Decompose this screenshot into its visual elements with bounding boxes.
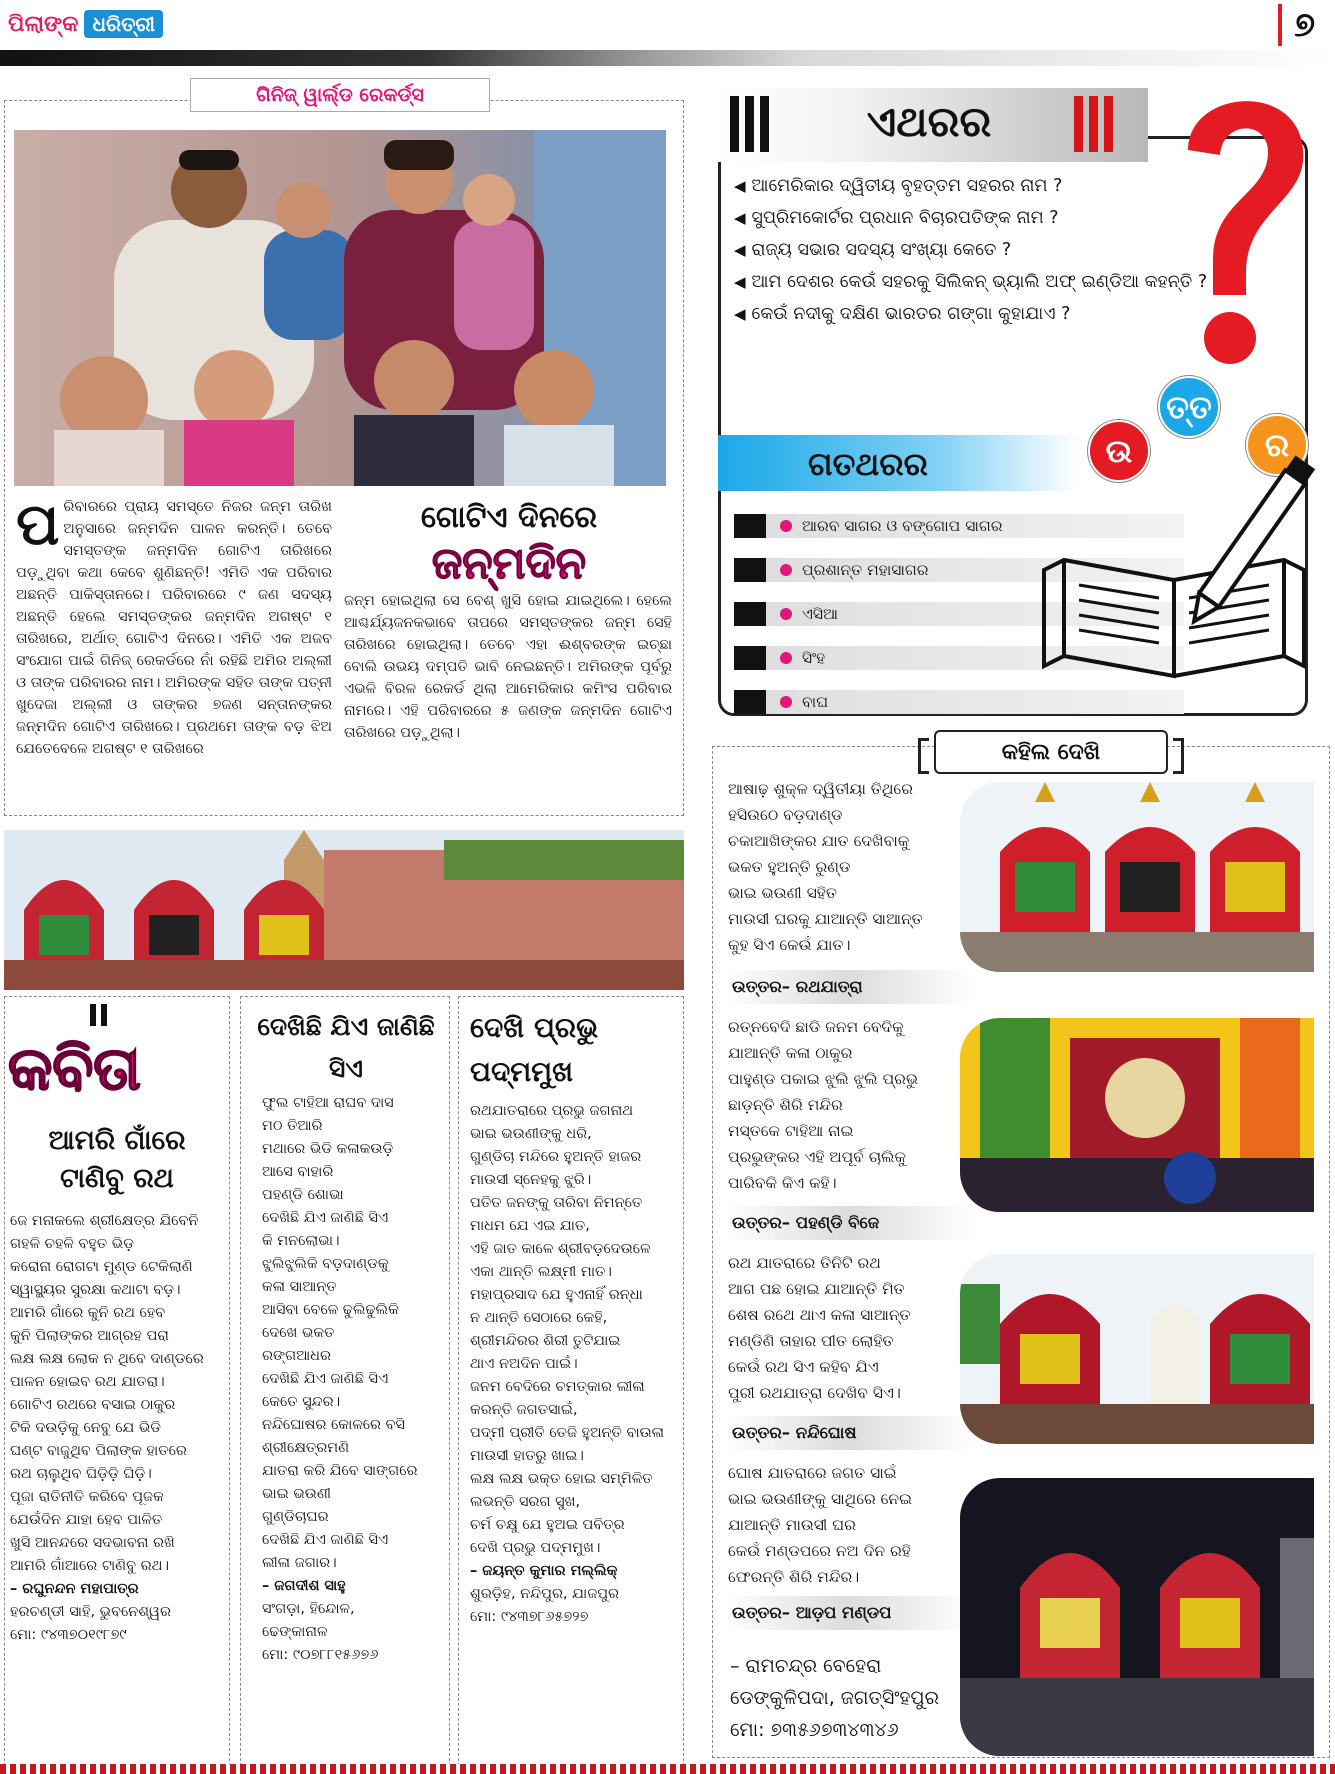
book-pencil-icon (1034, 450, 1324, 686)
logo-word-2: ଧରିତ୍ରୀ (84, 10, 162, 38)
riddles-section-tag: କହିଲ ଦେଖି (934, 730, 1168, 774)
riddle-photo-adapa-mandapa (960, 1478, 1314, 1756)
riddle-text: ରତ୍ନବେଦି ଛାଡି ଜନମ ବେଦିକୁ ଯାଆନ୍ତି କଳା ଠାକୁର ପାହୁଣ୍ଡ ପକାଇ ଝୁଲି ଝୁଲି ପ୍ରଭୁ ଛାଡ଼ନ୍ତି ଶିରି ମନ୍ଦିର ମସ୍ତକେ ଟାହିଆ ନାଇ ପ୍ରଭୁଙ୍କର ଏହି ଅପୂର୍ବ ଚାଲିକୁ ପାରିବକି କିଏ କହି। (728, 1018, 919, 1192)
quiz-question: ◀ ଆମ ଦେଶର କେଉଁ ସହରକୁ ସିଲିକନ୍ ଭ୍ୟାଲି ଅଫ୍ ଇଣ୍ଡିଆ କହନ୍ତି ? (734, 266, 1234, 298)
bullet-arrow-icon: ◀ (734, 241, 746, 259)
question-mark-icon (1168, 80, 1318, 410)
riddle-answer: ଉତ୍ତର– ରଥଯାତ୍ରା (724, 970, 974, 1004)
riddle-text: ଘୋଷ ଯାତରାରେ ଜଗତ ସାଇଁ ଭାଇ ଭଉଣୀଙ୍କୁ ସାଥିରେ ନେଇ ଯାଆନ୍ତି ମାଉସୀ ଘର କେଉଁ ମଣ୍ଡପରେ ନଅ ଦିନ ରହି ଫେରନ୍ତି ଶିରି ମନ୍ଦିର। (728, 1464, 912, 1586)
bullet-dot-icon (780, 608, 792, 620)
bullet-arrow-icon: ◀ (734, 209, 746, 227)
riddle-text: ଆଷାଢ଼ ଶୁକ୍ଳ ଦ୍ୱିତୀୟା ତିଥିରେ ହସିଉଠେ ବଡ଼ଦାଣ୍ଡ ଚକାଆଖିଙ୍କର ଯାତ ଦେଖିବାକୁ ଭକତ ହୁଅନ୍ତି ରୁଣ୍ଡ ଭାଇ ଭଉଣୀ ସହିତ ମାଉସୀ ଘରକୁ ଯାଆନ୍ତି ସାଆନ୍ତ କୁହ ସିଏ କେଉଁ ଯାତ। (728, 780, 923, 954)
prev-answer-row: ଏସିଆ (734, 602, 1184, 626)
quiz-questions (734, 170, 1208, 330)
poem-1-title: ଆମରି ଗାଁରେ ଟାଣିବୁ ରଥ (48, 1125, 186, 1194)
guinness-section-tag: ଗିନିଜ୍ ୱାର୍ଲ୍ଡ ରେକର୍ଡ୍ସ (190, 78, 490, 112)
prev-answers-title: ଗତଥରର (808, 445, 928, 483)
riddle-photo-pahandi (960, 1018, 1314, 1212)
riddle-answer: ଉତ୍ତର– ନନ୍ଦିଘୋଷ (724, 1416, 974, 1450)
poem-3-title: ଦେଖି ପ୍ରଭୁ ପଦ୍ମମୁଖ (470, 1011, 599, 1088)
headline-pink: ଜନ୍ମଦିନ (431, 538, 587, 589)
footer-rule (0, 1764, 1335, 1774)
riddles-credit: – ରାମଚନ୍ଦ୍ର ବେହେରା ଡେଙ୍କୁଳିପଦା, ଜଗତ୍‌ସିଂହପୁର ମୋ: ୭୩୫୬୭୩୪୩୪୬ (730, 1655, 940, 1741)
headline-black: ଗୋଟିଏ ଦିନରେ (420, 500, 598, 535)
poem-2-title: ଦେଖିଛି ଯିଏ ଜାଣିଛି ସିଏ (257, 1012, 435, 1083)
prev-answer-row: ସିଂହ (734, 646, 1184, 670)
quiz-section (718, 80, 1330, 720)
page-number: ୭ (1278, 4, 1315, 46)
quiz-question: ◀ ଆମେରିକାର ଦ୍ୱିତୀୟ ବୃହତ୍ତମ ସହରର ନାମ ? (734, 170, 1164, 202)
header-rule (0, 50, 1335, 66)
answer-letter-badge: ର (1246, 414, 1308, 476)
poem-2-body: ଫୁଲ ଟାହିଆ ରାଘବ ଦାସ ମଠ ତିଆରି ମଥାରେ ଭିଡି କଳାକଉଡ଼ି ଆସେ ବାହାରି ପହଣ୍ଡି ଶୋଭା ଦେଖିଛି ଯିଏ ଜାଣିଛି ସିଏ କି ମନଲୋଭା। ଝୁଲିଝୁଲିକି ବଡ଼ଦାଣ୍ଡକୁ କଳା ସାଆନ୍ତ ଆସିବା ବେଳେ ଢୁଲିଢୁଲିକି ଦେଖେ ଭକତ ରଙ୍ଗଆଧର ଦେଖିଛି ଯିଏ ଜାଣିଛି ସିଏ କେତେ ସୁନ୍ଦର। ନନ୍ଦିଘୋଷର କୋଳରେ ବସି ଶ୍ରୀକ୍ଷେତ୍ରମଣି ଯାତରା କରି ଯିବେ ସାଙ୍ଗରେ ଭାଇ ଭଉଣୀ ଗୁଣ୍ଡିଚାଘର ଦେଖିଛି ଯିଏ ଜାଣିଛି ସିଏ ଲୀଳା ଜଗାର। – ଜଗଦୀଶ ସାହୁ ସଂଗଡ଼ା, ହିନ୍ଦୋଳ, ଢେଙ୍କାନାଳ ମୋ: ୯୦୭୮୮୧୫୬୭୬ (262, 1095, 418, 1663)
riddle-answer: ଉତ୍ତର– ଆଡ଼ପ ମଣ୍ଡପ (724, 1596, 974, 1630)
riddle-text: ରଥ ଯାତରାରେ ତିନିଟି ରଥ ଆଗ ପଛ ହୋଇ ଯାଆନ୍ତି ମିତ ଶେଷ ରଥେ ଥାଏ କଳା ସାଆନ୍ତ ମଣ୍ଡିଣି ତାହାର ପୀତ ଲୋହିତ କେଉଁ ରଥ ସିଏ କହିବ ଯିଏ ପୁରୀ ରଥଯାତ୍ରା ଦେଖିବ ସିଏ। (728, 1254, 911, 1402)
quiz-question: ◀ ରାଜ୍ୟ ସଭାର ସଦସ୍ୟ ସଂଖ୍ୟା କେତେ ? (734, 234, 1164, 266)
rath-yatra-photo (4, 830, 684, 990)
riddle-photo-nandighosa (960, 1254, 1314, 1444)
guinness-article-col-2: ଜନ୍ମ ହୋଇଥିଲା ସେ ବେଶ୍ ଖୁସି ହୋଇ ଯାଇଥିଲେ। ହେଲେ ଆଶ୍ଚର୍ଯ୍ୟଜନକଭାବେ ତାପରେ ସମସ୍ତଙ୍କର ଜନ୍ମ ସେହି ତାରିଖରେ ହୋଇଥିଲା। ତେବେ ଏହା ଈଶ୍ବରଙ୍କ ଇଚ୍ଛା ବୋଲି ଉଭୟ ଦମ୍ପତି ଭାବି ନେଇଛନ୍ତି। ଅମିରଙ୍କ ପୂର୍ବରୁ ଏଭଳି ବିରଳ ରେକର୍ଡ ଥିଲା ଆମେରିକାର କମିଂସ ପରିବାର ନାମରେ। ଏହି ପରିବାରରେ ୫ ଜଣଙ୍କ ଜନ୍ମଦିନ ଗୋଟିଏ ତାରିଖରେ ପଡ଼ୁଥିଲା। (344, 593, 672, 741)
kabita-bars (90, 1004, 107, 1026)
article-dropcap: ପ (16, 490, 60, 558)
answer-letter-badge: ଉ (1088, 420, 1150, 482)
bullet-dot-icon (780, 520, 792, 532)
article-text-1: ରିବାରରେ ପ୍ରାୟ ସମସ୍ତେ ନିଜର ଜନ୍ମ ତାରିଖ ଅନୁସାରେ ଜନ୍ମଦିନ ପାଳନ କରନ୍ତି। ତେବେ ସମସ୍ତଙ୍କ ଜନ୍ମଦିନ ଗୋଟିଏ ତାରିଖରେ ପଡ଼ୁଥିବା କଥା କେବେ ଶୁଣିଛନ୍ତି! ଏମିତି ଏକ ପରିବାର ଅଛନ୍ତି ପାକିସ୍ତାନରେ। ପରିବାରରେ ୯ ଜଣ ସଦସ୍ୟ ଅଛନ୍ତି ହେଲେ ସମସ୍ତଙ୍କର ଜନ୍ମଦିନ ଅଗଷ୍ଟ ୧ ତାରିଖରେ, ଅର୍ଥାତ୍ ଗୋଟିଏ ଦିନରେ। ଏମିତି ଏକ ଅଜବ ସଂଯୋଗ ପାଇଁ ଗିନିଜ୍ ରେକର୍ଡରେ ନାଁ ରହିଛି ଅମିର ଅଲ୍ଲୀ ଓ ତାଙ୍କ ପରିବାରର ନାମ। ଅମିରଙ୍କ ସହିତ ତାଙ୍କ ପତ୍ନୀ ଖୁଦେଜା ଅଲ୍ଲୀ ଓ ତାଙ୍କର ୭ଜଣ ସନ୍ତାନଙ୍କର ଜନ୍ମଦିନ ଗୋଟିଏ ତାରିଖରେ। ପ୍ରଥମେ ତାଙ୍କ ବଡ଼ ଝିଅ ଯେତେବେଳେ ଅଗଷ୍ଟ ୧ ତାରିଖରେ (16, 499, 332, 757)
bullet-dot-icon (780, 564, 792, 576)
bullet-dot-icon (780, 652, 792, 664)
riddle-answer: ଉତ୍ତର– ପହଣ୍ଡି ବିଜେ (724, 1206, 974, 1240)
prev-answer-row: ପ୍ରଶାନ୍ତ ମହାସାଗର (734, 558, 1184, 582)
prev-answer-row: ବାଘ (734, 690, 1184, 714)
logo-word-1: ପିଲାଙ୍କ (8, 11, 79, 37)
answer-letter-badge: ତ୍ତ (1158, 376, 1220, 438)
quiz-bars-left (730, 96, 769, 152)
quiz-bars-right (1074, 96, 1113, 152)
poem-3-body: ରଥଯାତରାରେ ପ୍ରଭୁ ଜଗନାଥ ଭାଇ ଭଉଣୀଙ୍କୁ ଧରି, ଗୁଣ୍ଡିଚା ମନ୍ଦିରେ ହୁଅନ୍ତି ହାଜର ମାଉସୀ ସ୍ନେହକୁ ଝୁରି। ପତିତ ଜନଙ୍କୁ ତାରିବା ନିମନ୍ତେ ମାଧମ ଯେ ଏଇ ଯାତ, ଏହି ଜାତ କାଳେ ଶ୍ରୀବଡ଼ଦେଉଳେ ଏକା ଥାନ୍ତି ଲକ୍ଷ୍ମୀ ମାତ। ମହାପ୍ରସାଦ ଯେ ହୁଏନାହିଁ ରନ୍ଧା ନ ଥାନ୍ତି ସେଠାରେ କେହି, ଶ୍ରୀମନ୍ଦିରର ଶିରୀ ତୁଟିଯାଇ ଥାଏ ନଅଦିନ ପାଇଁ। ଜନମ ବେଦିରେ ଚମତ୍କାର ଲୀଳା କରନ୍ତି ଜଗତସାଇଁ, ପଦ୍ମୀ ପ୍ରୀତି ତେଜି ହୁଅନ୍ତି ବାଉଳା ମାଉସୀ ହାତରୁ ଖାଇ। ଲକ୍ଷ ଲକ୍ଷ ଭକ୍ତ ହୋଇ ସମ୍ମିଳିତ ଲଭନ୍ତି ସରଗ ସୁଖ, ଚର୍ମ ଚକ୍ଷୁ ଯେ ହୁଅଇ ପବିତ୍ର ଦେଖି ପ୍ରଭୁ ପଦ୍ମମୁଖ। – ଜୟନ୍ତ କୁମାର ମଲ୍ଲିକ୍ ଶୁରଡ଼ିହ, ନନ୍ଦିପୁର, ଯାଜପୁର ମୋ: ୯୪୩୭୮୬୫୭୨୭ (470, 1103, 665, 1625)
kabita-section-title: କବିତା (8, 1034, 141, 1104)
bullet-arrow-icon: ◀ (734, 273, 746, 291)
quiz-question: ◀ କେଉଁ ନଦୀକୁ ଦକ୍ଷିଣ ଭାରତର ଗଙ୍ଗା କୁହାଯାଏ ? (734, 298, 1164, 330)
prev-answer-row: ଆରବ ସାଗର ଓ ବଙ୍ଗୋପ ସାଗର (734, 514, 1184, 538)
newspaper-logo (8, 4, 193, 44)
quiz-question: ◀ ସୁପ୍ରିମକୋର୍ଟର ପ୍ରଧାନ ବିଚାରପତିଙ୍କ ନାମ ? (734, 202, 1164, 234)
quiz-title: ଏଥରର (866, 97, 992, 146)
bullet-dot-icon (780, 696, 792, 708)
bullet-arrow-icon: ◀ (734, 177, 746, 195)
bullet-arrow-icon: ◀ (734, 305, 746, 323)
poem-1-body: ଜେ ମନାକଲେ ଶ୍ରୀକ୍ଷେତ୍ର ଯିବେନି ଗହଳି ଚହଳି ବହୁତ ଭିଡ଼ କରୋନା ରୋଗଟା ମୁଣ୍ଡ ଟେକିଲାଣି ସ୍ୱାସ୍ଥ୍ୟର ସୁରକ୍ଷା କଥାଟା ବଡ଼। ଆମରି ଗାଁରେ କୁନି ରଥ ହେବ କୁନି ପିଲାଙ୍କର ଆଗ୍ରହ ପରା ଲକ୍ଷ ଲକ୍ଷ ଲୋକ ନ ଥିବେ ଦାଣ୍ଡରେ ପାଳନ ହୋଇବ ରଥ ଯାତରା। ଗୋଟିଏ ରଥରେ ବସାଇ ଠାକୁର ଟିକି ଦଉଡ଼ିକୁ ନେବୁ ଯେ ଭିଡି ଘଣ୍ଟ ବାଜୁଥିବ ପିଲାଙ୍କ ହାତରେ ରଥ ଚାଲୁଥିବ ଘିଡ଼ିଡ଼ି ଘିଡ଼ି। ପୂଜା ରାତିନୀତି କରିବେ ପୂଜକ ଯେଉଁଦିନ ଯାହା ହେବ ପାଳିତ ଖୁସି ଆନନ୍ଦରେ ସଦଭାବନା ରଖି ଆମରି ଗାଁଆରେ ଟାଣିବୁ ରଥ। – ରଘୁନନ୍ଦନ ମହାପାତ୍ର ହରଚଣ୍ଡୀ ସାହି, ଭୁବନେଶ୍ୱର ମୋ: ୯୪୩୭୦୧୯୮୭୯ (10, 1213, 204, 1643)
guinness-article-col-1 (16, 490, 332, 808)
riddle-photo-chariots (960, 782, 1314, 972)
family-photo (14, 130, 666, 486)
